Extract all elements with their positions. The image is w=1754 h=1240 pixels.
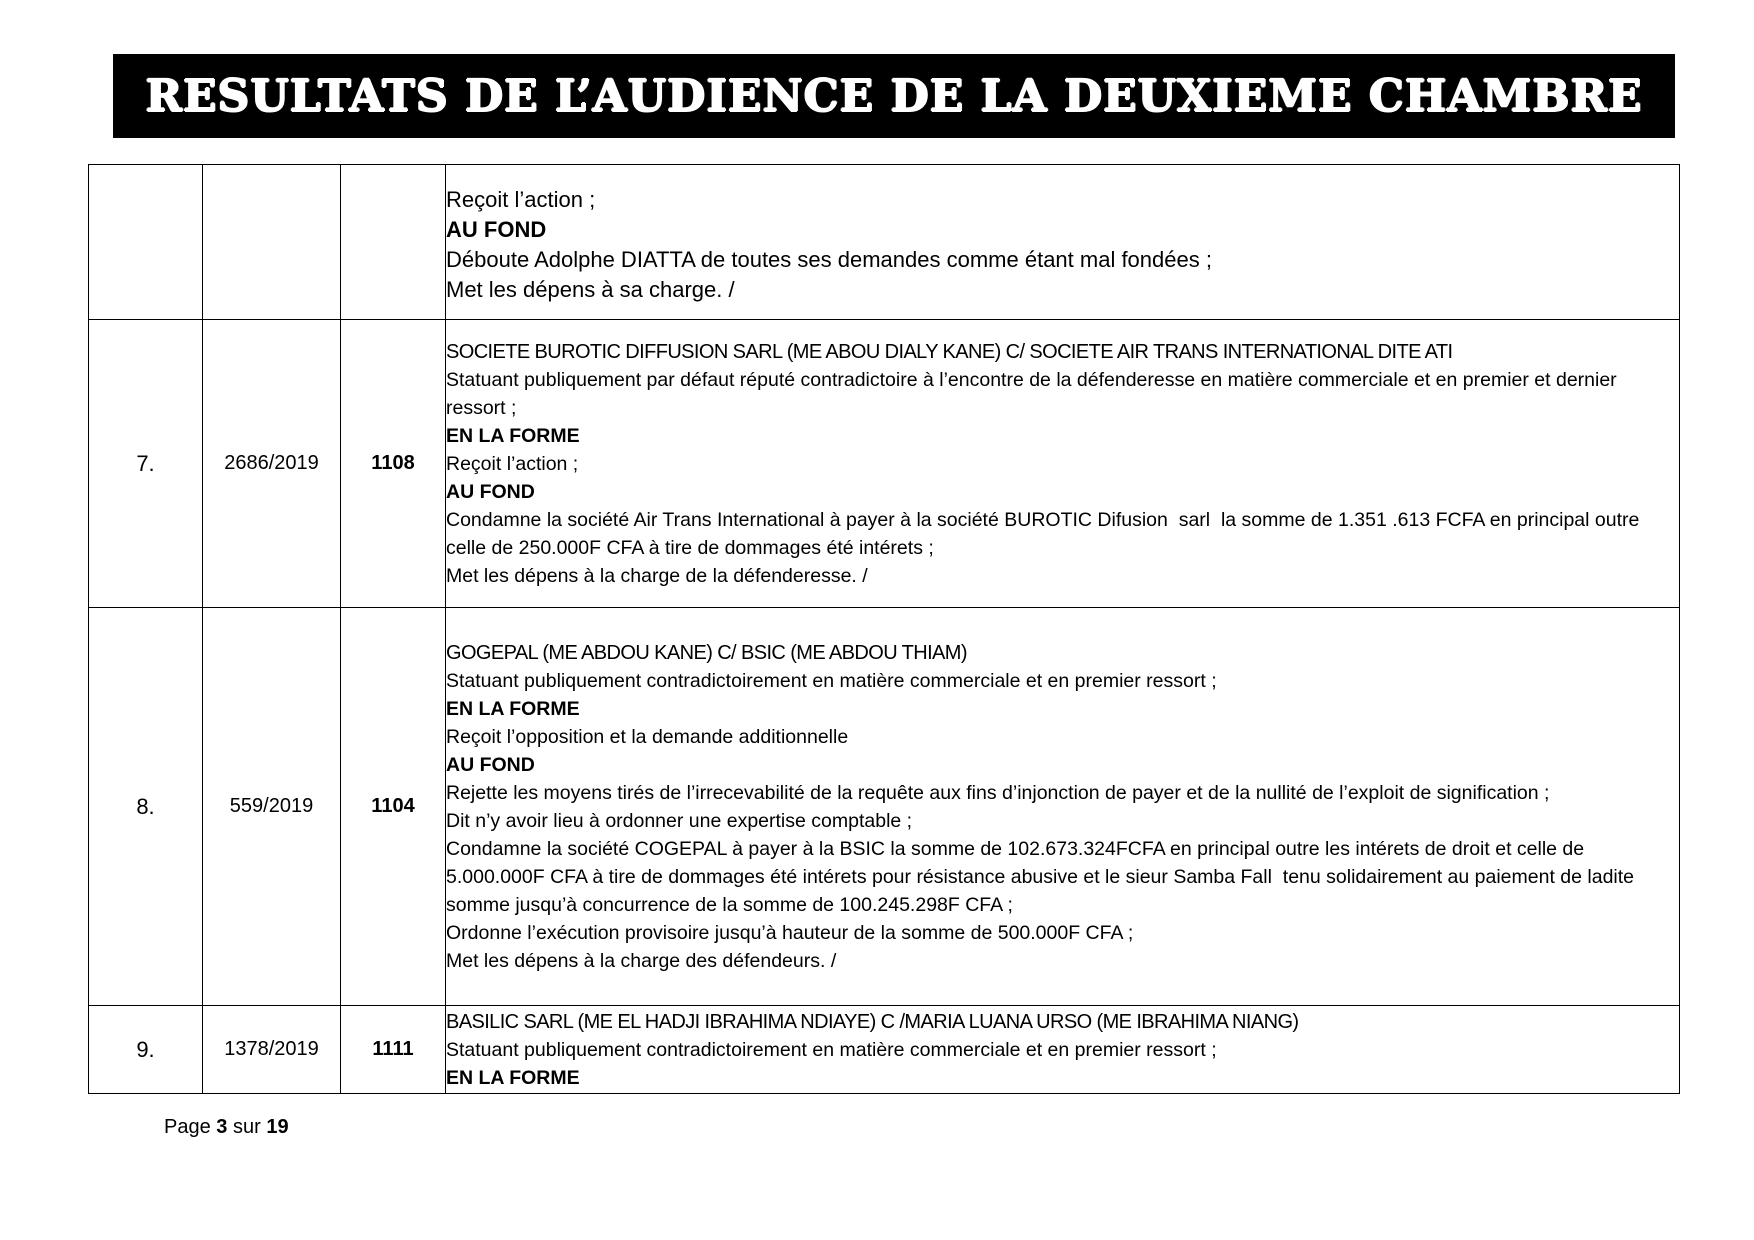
judgment-number	[341, 165, 446, 320]
results-table	[88, 164, 1680, 1094]
decision-line: Reçoit l’action ;	[446, 187, 596, 212]
decision-line: Statuant publiquement contradictoirement en matière commerciale et en premier ressort ;	[446, 669, 1217, 692]
case-parties: SOCIETE BUROTIC DIFFUSION SARL (ME ABOU DIALY KANE) C/ SOCIETE AIR TRANS INTERNATIONAL DITE ATI	[446, 340, 1453, 363]
role-number: 2686/2019	[203, 320, 341, 608]
decision-line: Reçoit l’action ;	[446, 452, 579, 475]
decision-line: Met les dépens à sa charge. /	[446, 277, 735, 302]
section-heading: EN LA FORME	[446, 1066, 580, 1089]
decision-text	[446, 165, 1680, 320]
decision-line: Met les dépens à la charge des défendeurs. /	[446, 949, 837, 972]
decision-text	[446, 608, 1680, 1006]
decision-text	[446, 320, 1680, 608]
section-heading: AU FOND	[446, 480, 535, 503]
decision-line: Condamne la société COGEPAL à payer à la BSIC la somme de 102.673.324FCFA en principal outre les intérets de droit et celle de 5.000.000F CFA à tire de dommages été intérets pour résistance abusive et le sieur Samba Fall tenu solidairement au paiement de ladite somme jusqu’à concurrence de la somme de 100.245.298F CFA ;	[446, 837, 1640, 916]
page-title: RESULTATS DE L’AUDIENCE DE LA DEUXIEME CHAMBRE	[145, 70, 1643, 122]
sur-word: sur	[232, 1116, 261, 1138]
table-row	[89, 1006, 1680, 1094]
header-banner	[113, 54, 1675, 138]
row-number	[89, 165, 203, 320]
decision-line: Statuant publiquement par défaut réputé contradictoire à l’encontre de la défenderesse en matière commerciale et en premier et dernier ressort ;	[446, 368, 1623, 419]
judgment-number: 1108	[341, 320, 446, 608]
section-heading: AU FOND	[446, 217, 547, 242]
table-row	[89, 320, 1680, 608]
decision-line: Ordonne l’exécution provisoire jusqu’à hauteur de la somme de 500.000F CFA ;	[446, 921, 1134, 944]
role-number: 559/2019	[203, 608, 341, 1006]
section-heading: EN LA FORME	[446, 697, 580, 720]
page-total: 19	[266, 1116, 289, 1138]
decision-line: Statuant publiquement contradictoirement en matière commerciale et en premier ressort ;	[446, 1038, 1217, 1061]
page-current: 3	[216, 1116, 228, 1138]
decision-text	[446, 1006, 1680, 1094]
page-word: Page	[164, 1116, 211, 1138]
section-heading: EN LA FORME	[446, 424, 580, 447]
page-footer	[164, 1116, 289, 1139]
case-parties: GOGEPAL (ME ABDOU KANE) C/ BSIC (ME ABDOU THIAM)	[446, 641, 967, 664]
table-row	[89, 608, 1680, 1006]
case-parties: BASILIC SARL (ME EL HADJI IBRAHIMA NDIAYE) C /MARIA LUANA URSO (ME IBRAHIMA NIANG)	[446, 1010, 1299, 1033]
decision-line: Dit n’y avoir lieu à ordonner une expertise comptable ;	[446, 809, 913, 832]
section-heading: AU FOND	[446, 753, 535, 776]
decision-line: Met les dépens à la charge de la défenderesse. /	[446, 564, 868, 587]
row-number: 8.	[89, 608, 203, 1006]
judgment-number: 1104	[341, 608, 446, 1006]
table-row	[89, 165, 1680, 320]
decision-line: Déboute Adolphe DIATTA de toutes ses demandes comme étant mal fondées ;	[446, 247, 1212, 272]
role-number	[203, 165, 341, 320]
row-number: 7.	[89, 320, 203, 608]
decision-line: Condamne la société Air Trans International à payer à la société BUROTIC Difusion sarl la somme de 1.351 .613 FCFA en principal outre celle de 250.000F CFA à tire de dommages été intérets ;	[446, 508, 1651, 559]
decision-line: Rejette les moyens tirés de l’irrecevabilité de la requête aux fins d’injonction de payer et de la nullité de l’exploit de signification ;	[446, 781, 1550, 804]
role-number: 1378/2019	[203, 1006, 341, 1094]
row-number: 9.	[89, 1006, 203, 1094]
decision-line: Reçoit l’opposition et la demande additionnelle	[446, 725, 849, 748]
judgment-number: 1111	[341, 1006, 446, 1094]
